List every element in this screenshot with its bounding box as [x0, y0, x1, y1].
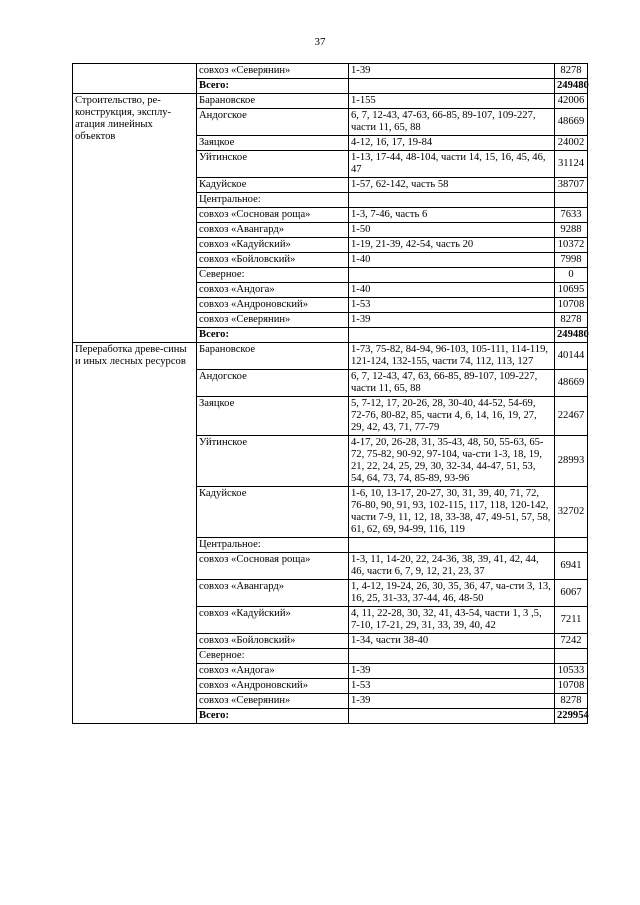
value-cell: 28993 [555, 436, 588, 487]
value-cell: 10533 [555, 664, 588, 679]
area-cell: Андогское [197, 370, 349, 397]
value-cell: 10708 [555, 679, 588, 694]
value-cell: 229954 [555, 709, 588, 724]
value-cell: 38707 [555, 178, 588, 193]
value-cell: 6067 [555, 580, 588, 607]
activity-cell [73, 64, 197, 94]
blocks-cell [349, 193, 555, 208]
blocks-cell: 1-3, 11, 14-20, 22, 24-36, 38, 39, 41, 42, 44, 46, части 6, 7, 9, 12, 21, 23, 37 [349, 553, 555, 580]
area-cell: совхоз «Андога» [197, 664, 349, 679]
blocks-cell: 1-3, 7-46, часть 6 [349, 208, 555, 223]
value-cell: 10708 [555, 298, 588, 313]
area-cell: Уйтинское [197, 151, 349, 178]
blocks-cell: 4, 11, 22-28, 30, 32, 41, 43-54, части 1, 3 ,5, 7-10, 17-21, 29, 31, 33, 39, 40, 42 [349, 607, 555, 634]
activity-cell: Переработка древе-сины и иных лесных ресурсов [73, 343, 197, 724]
blocks-cell: 1-40 [349, 253, 555, 268]
area-cell: Всего: [197, 79, 349, 94]
blocks-cell: 1-39 [349, 694, 555, 709]
blocks-cell: 1-39 [349, 664, 555, 679]
blocks-cell: 1-39 [349, 313, 555, 328]
blocks-cell: 6, 7, 12-43, 47-63, 66-85, 89-107, 109-227, части 11, 65, 88 [349, 109, 555, 136]
page-number: 37 [314, 36, 326, 48]
table-body [73, 64, 588, 724]
table-row [73, 94, 588, 109]
value-cell: 8278 [555, 64, 588, 79]
area-cell: Кадуйское [197, 178, 349, 193]
blocks-cell [349, 268, 555, 283]
value-cell: 24002 [555, 136, 588, 151]
blocks-cell: 1-73, 75-82, 84-94, 96-103, 105-111, 114-119, 121-124, 132-155, части 74, 112, 113, 127 [349, 343, 555, 370]
area-cell: Заяцкое [197, 397, 349, 436]
blocks-cell [349, 79, 555, 94]
area-cell: совхоз «Бойловский» [197, 253, 349, 268]
value-cell: 42006 [555, 94, 588, 109]
area-cell: Всего: [197, 328, 349, 343]
value-cell: 10372 [555, 238, 588, 253]
area-cell: совхоз «Кадуйский» [197, 238, 349, 253]
value-cell: 249480 [555, 328, 588, 343]
value-cell: 7211 [555, 607, 588, 634]
area-cell: совхоз «Северянин» [197, 313, 349, 328]
value-cell: 7998 [555, 253, 588, 268]
blocks-cell: 1-53 [349, 679, 555, 694]
table-row [73, 343, 588, 370]
blocks-cell: 1-53 [349, 298, 555, 313]
area-cell: совхоз «Северянин» [197, 64, 349, 79]
value-cell: 48669 [555, 370, 588, 397]
value-cell: 32702 [555, 487, 588, 538]
area-cell: совхоз «Сосновая роща» [197, 208, 349, 223]
value-cell: 22467 [555, 397, 588, 436]
blocks-cell: 1-19, 21-39, 42-54, часть 20 [349, 238, 555, 253]
value-cell: 0 [555, 268, 588, 283]
area-cell: совхоз «Андроновский» [197, 679, 349, 694]
blocks-cell: 1-50 [349, 223, 555, 238]
area-cell: Уйтинское [197, 436, 349, 487]
blocks-cell: 1-39 [349, 64, 555, 79]
blocks-cell: 1-34, части 38-40 [349, 634, 555, 649]
blocks-cell: 6, 7, 12-43, 47, 63, 66-85, 89-107, 109-227, части 11, 65, 88 [349, 370, 555, 397]
blocks-cell: 1-13, 17-44, 48-104, части 14, 15, 16, 45, 46, 47 [349, 151, 555, 178]
blocks-cell: 1-40 [349, 283, 555, 298]
area-cell: Заяцкое [197, 136, 349, 151]
blocks-cell [349, 649, 555, 664]
blocks-cell [349, 538, 555, 553]
blocks-cell: 1, 4-12, 19-24, 26, 30, 35, 36, 47, ча-сти 3, 13, 16, 25, 31-33, 37-44, 46, 48-50 [349, 580, 555, 607]
area-cell: совхоз «Северянин» [197, 694, 349, 709]
activity-cell: Строительство, ре-конструкция, эксплу-атация линейных объектов [73, 94, 197, 343]
blocks-cell: 1-57, 62-142, часть 58 [349, 178, 555, 193]
value-cell: 249480 [555, 79, 588, 94]
blocks-cell: 1-155 [349, 94, 555, 109]
area-cell: Барановское [197, 343, 349, 370]
blocks-cell: 1-6, 10, 13-17, 20-27, 30, 31, 39, 40, 71, 72, 76-80, 90, 91, 93, 102-115, 117, 118, 120-142, части 7-9, 11, 12, 18, 33-38, 47, 49-51, 57, 58, 61, 62, 69, 94-99, 116, 119 [349, 487, 555, 538]
area-cell: совхоз «Кадуйский» [197, 607, 349, 634]
area-cell: Кадуйское [197, 487, 349, 538]
area-cell: совхоз «Бойловский» [197, 634, 349, 649]
blocks-cell: 4-17, 20, 26-28, 31, 35-43, 48, 50, 55-63, 65-72, 75-82, 90-92, 97-104, ча-сти 1-3, 18, 19, 21, 22, 24, 25, 29, 30, 32-34, 44-47, 51, 53, 54, 64, 73, 74, 85-89, 93-96 [349, 436, 555, 487]
value-cell [555, 649, 588, 664]
area-cell: совхоз «Андога» [197, 283, 349, 298]
value-cell: 31124 [555, 151, 588, 178]
area-cell: Барановское [197, 94, 349, 109]
area-cell: совхоз «Сосновая роща» [197, 553, 349, 580]
blocks-cell: 4-12, 16, 17, 19-84 [349, 136, 555, 151]
value-cell: 40144 [555, 343, 588, 370]
area-cell: совхоз «Андроновский» [197, 298, 349, 313]
value-cell: 10695 [555, 283, 588, 298]
table-row [73, 64, 588, 79]
forest-use-table [72, 63, 588, 724]
area-cell: совхоз «Авангард» [197, 223, 349, 238]
value-cell: 8278 [555, 694, 588, 709]
area-cell: Всего: [197, 709, 349, 724]
area-cell: совхоз «Авангард» [197, 580, 349, 607]
blocks-cell [349, 328, 555, 343]
value-cell: 8278 [555, 313, 588, 328]
blocks-cell [349, 709, 555, 724]
value-cell: 7242 [555, 634, 588, 649]
value-cell [555, 193, 588, 208]
area-cell: Центральное: [197, 193, 349, 208]
area-cell: Андогское [197, 109, 349, 136]
value-cell: 48669 [555, 109, 588, 136]
value-cell: 6941 [555, 553, 588, 580]
blocks-cell: 5, 7-12, 17, 20-26, 28, 30-40, 44-52, 54-69, 72-76, 80-82, 85, части 4, 6, 14, 16, 19, 27, 29, 42, 43, 71, 77-79 [349, 397, 555, 436]
area-cell: Северное: [197, 649, 349, 664]
value-cell: 9288 [555, 223, 588, 238]
value-cell [555, 538, 588, 553]
area-cell: Северное: [197, 268, 349, 283]
value-cell: 7633 [555, 208, 588, 223]
area-cell: Центральное: [197, 538, 349, 553]
